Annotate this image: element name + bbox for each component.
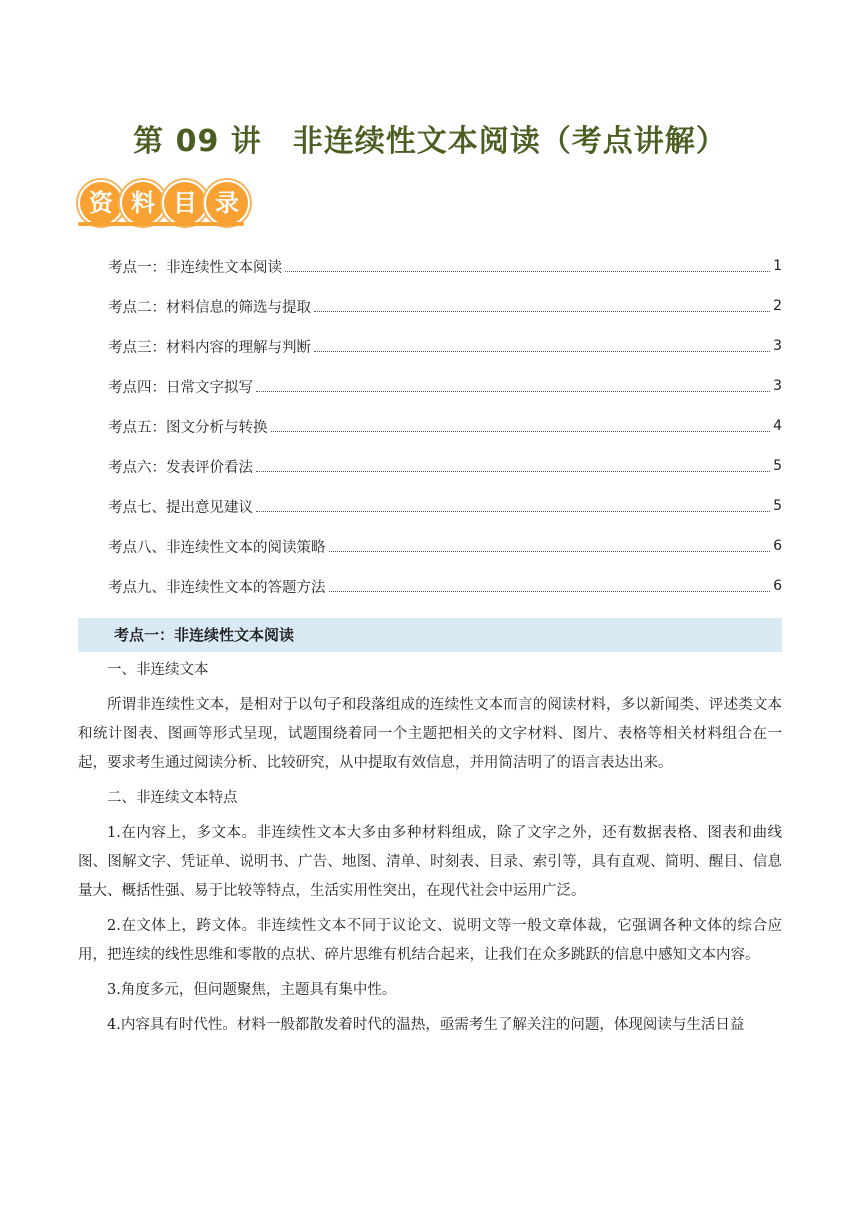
badge-char: 目 bbox=[162, 180, 208, 226]
toc-entry[interactable] bbox=[108, 406, 782, 446]
toc-entry-label: 考点四：日常文字拟写 bbox=[108, 379, 253, 396]
toc-entry-label: 考点七、提出意见建议 bbox=[108, 499, 253, 516]
toc-entry-label: 考点九、非连续性文本的答题方法 bbox=[108, 579, 326, 596]
section-body bbox=[78, 656, 782, 1046]
toc-entry-page: 2 bbox=[773, 298, 782, 314]
toc-entry-label: 考点二：材料信息的筛选与提取 bbox=[108, 299, 311, 316]
toc-entry-page: 6 bbox=[773, 578, 782, 594]
toc-leader bbox=[256, 471, 770, 472]
badge-char: 资 bbox=[78, 180, 124, 226]
paragraph: 所谓非连续性文本，是相对于以句子和段落组成的连续性文本而言的阅读材料，多以新闻类、评述类文本和统计图表、图画等形式呈现，试题围绕着同一个主题把相关的文字材料、图片、表格等相关材料组合在一起，要求考生通过阅读分析、比较研究，从中提取有效信息，并用简洁明了的语言表达出来。 bbox=[78, 697, 782, 771]
subheading: 一、非连续文本 bbox=[107, 662, 209, 678]
section-header bbox=[78, 618, 782, 652]
badge-char: 料 bbox=[120, 180, 166, 226]
toc-entry[interactable] bbox=[108, 366, 782, 406]
subheading: 二、非连续文本特点 bbox=[107, 790, 238, 806]
toc-leader bbox=[329, 551, 771, 552]
toc-leader bbox=[256, 391, 770, 392]
paragraph: 1.在内容上，多文本。非连续性文本大多由多种材料组成，除了文字之外，还有数据表格、图表和曲线图、图解文字、凭证单、说明书、广告、地图、清单、时刻表、目录、索引等，具有直观、简明、醒目、信息量大、概括性强、易于比较等特点，生活实用性突出，在现代社会中运用广泛。 bbox=[78, 825, 782, 899]
badge-char: 录 bbox=[204, 180, 250, 226]
toc-badge bbox=[76, 178, 246, 228]
toc-entry[interactable] bbox=[108, 446, 782, 486]
toc-entry-page: 4 bbox=[773, 418, 782, 434]
toc-entry[interactable] bbox=[108, 286, 782, 326]
toc-leader bbox=[314, 351, 770, 352]
toc-leader bbox=[256, 511, 770, 512]
toc-entry-label: 考点一：非连续性文本阅读 bbox=[108, 259, 282, 276]
toc-entry[interactable] bbox=[108, 326, 782, 366]
toc-entry-page: 3 bbox=[773, 338, 782, 354]
paragraph: 2.在文体上，跨文体。非连续性文本不同于议论文、说明文等一般文章体裁，它强调各种文体的综合应用，把连续的线性思维和零散的点状、碎片思维有机结合起来，让我们在众多跳跃的信息中感知文本内容。 bbox=[78, 918, 782, 963]
toc-leader bbox=[285, 271, 770, 272]
toc-entry-label: 考点五：图文分析与转换 bbox=[108, 419, 268, 436]
toc-entry-page: 1 bbox=[773, 258, 782, 274]
toc-entry-page: 5 bbox=[773, 498, 782, 514]
toc-entry[interactable] bbox=[108, 566, 782, 606]
toc-entry-page: 6 bbox=[773, 538, 782, 554]
section-title: 考点一：非连续性文本阅读 bbox=[114, 626, 295, 644]
toc-entry-label: 考点三：材料内容的理解与判断 bbox=[108, 339, 311, 356]
toc-entry-page: 5 bbox=[773, 458, 782, 474]
toc-entry[interactable] bbox=[108, 526, 782, 566]
toc-entry-label: 考点八、非连续性文本的阅读策略 bbox=[108, 539, 326, 556]
badge-underline bbox=[78, 222, 244, 226]
toc-entry-page: 3 bbox=[773, 378, 782, 394]
toc-entry[interactable] bbox=[108, 486, 782, 526]
toc-entry-label: 考点六：发表评价看法 bbox=[108, 459, 253, 476]
paragraph: 4.内容具有时代性。材料一般都散发着时代的温热，亟需考生了解关注的问题，体现阅读与生活日益 bbox=[107, 1017, 745, 1033]
page-title: 第 09 讲 非连续性文本阅读（考点讲解） bbox=[133, 124, 727, 159]
table-of-contents bbox=[108, 246, 782, 606]
paragraph: 3.角度多元，但问题聚焦，主题具有集中性。 bbox=[107, 982, 397, 998]
toc-leader bbox=[271, 431, 771, 432]
toc-entry[interactable] bbox=[108, 246, 782, 286]
toc-leader bbox=[314, 311, 770, 312]
toc-leader bbox=[329, 591, 771, 592]
